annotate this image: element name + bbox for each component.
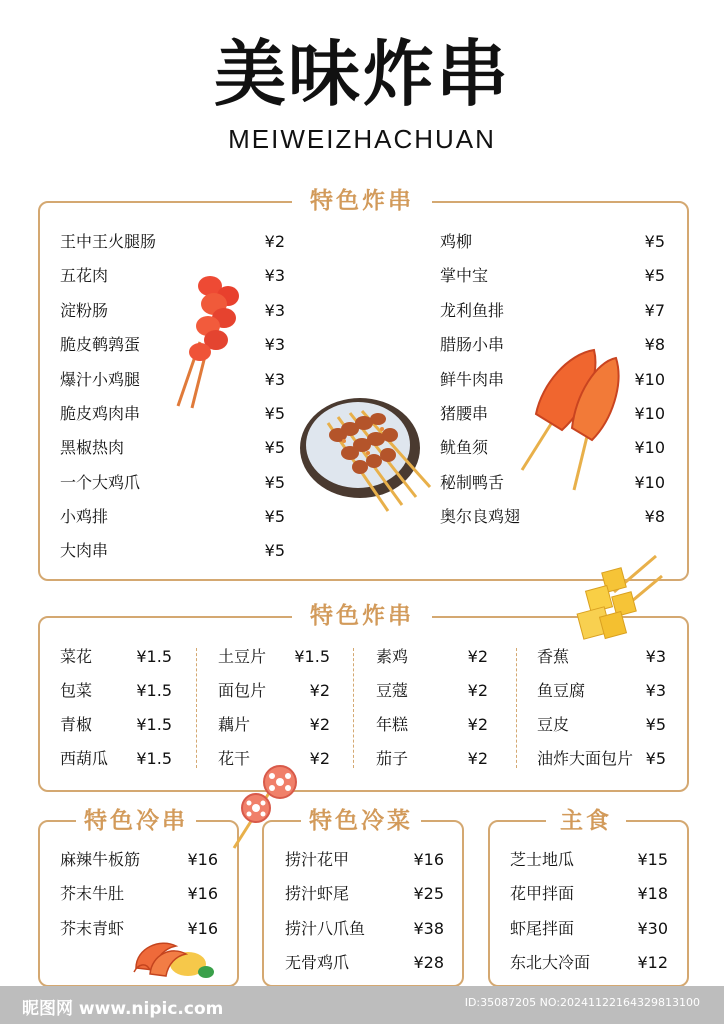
menu-item-price: ¥5 <box>264 404 285 423</box>
menu-item-price: ¥2 <box>467 715 488 734</box>
staple-title: 主食 <box>546 805 626 837</box>
menu-item-name: 芥末青虾 <box>60 919 125 938</box>
menu-item-name: 面包片 <box>218 681 267 700</box>
menu-item-name: 奥尔良鸡翅 <box>440 507 521 526</box>
menu-item-name: 脆皮鹌鹑蛋 <box>60 335 141 354</box>
menu-item-name: 鲜牛肉串 <box>440 370 505 389</box>
menu-item-price: ¥5 <box>264 541 285 560</box>
watermark-id-text: ID:35087205 NO:20241122164329813100 <box>464 996 700 1009</box>
menu-item-name: 西葫瓜 <box>60 749 109 768</box>
menu-item-name: 花甲拌面 <box>510 884 575 903</box>
menu-item-name: 鱼豆腐 <box>537 681 586 700</box>
menu-item-name: 五花肉 <box>60 266 109 285</box>
page-subtitle: MEIWEIZHACHUAN <box>228 124 496 154</box>
menu-item-name: 土豆片 <box>218 647 267 666</box>
menu-item-name: 藕片 <box>218 715 251 734</box>
menu-item-price: ¥18 <box>637 884 668 903</box>
menu-item-price: ¥5 <box>264 473 285 492</box>
menu-item-price: ¥1.5 <box>136 715 172 734</box>
section-1-title: 特色炸串 <box>292 185 432 217</box>
menu-item-name: 豆皮 <box>537 715 570 734</box>
menu-item-price: ¥2 <box>309 749 330 768</box>
menu-item-name: 包菜 <box>60 681 93 700</box>
chicken-wing-skewer-illustration <box>516 344 626 494</box>
menu-item-name: 油炸大面包片 <box>537 749 634 768</box>
menu-item-price: ¥1.5 <box>136 647 172 666</box>
menu-item-name: 菜花 <box>60 647 93 666</box>
menu-item-price: ¥30 <box>637 919 668 938</box>
menu-item-price: ¥3 <box>264 335 285 354</box>
menu-item-price: ¥12 <box>637 953 668 972</box>
menu-item-name: 大肉串 <box>60 541 109 560</box>
menu-item-price: ¥16 <box>187 919 218 938</box>
menu-item-name: 青椒 <box>60 715 93 734</box>
menu-item-price: ¥2 <box>467 681 488 700</box>
menu-item-price: ¥5 <box>645 715 666 734</box>
menu-item-name: 龙利鱼排 <box>440 301 505 320</box>
menu-item-name: 掌中宝 <box>440 266 489 285</box>
menu-item-price: ¥1.5 <box>136 681 172 700</box>
cold-dishes-title: 特色冷菜 <box>301 805 421 837</box>
watermark-logo-text: 昵图网 www.nipic.com <box>22 999 224 1019</box>
menu-item-name: 爆汁小鸡腿 <box>60 370 141 389</box>
tofu-skewer-illustration <box>574 552 666 644</box>
menu-item-name: 鱿鱼须 <box>440 438 489 457</box>
menu-item-price: ¥3 <box>264 301 285 320</box>
menu-item-price: ¥3 <box>645 681 666 700</box>
grilled-skewers-plate-illustration <box>298 393 438 523</box>
menu-item-name: 年糕 <box>376 715 409 734</box>
menu-item-price: ¥1.5 <box>294 647 330 666</box>
menu-item-name: 一个大鸡爪 <box>60 473 141 492</box>
menu-item-price: ¥8 <box>644 507 665 526</box>
menu-item-price: ¥5 <box>644 232 665 251</box>
menu-item-price: ¥1.5 <box>136 749 172 768</box>
menu-item-price: ¥7 <box>644 301 665 320</box>
section-2-divider <box>196 648 197 768</box>
menu-item-price: ¥28 <box>413 953 444 972</box>
menu-item-name: 芥末牛肚 <box>60 884 125 903</box>
menu-item-price: ¥16 <box>187 850 218 869</box>
menu-item-name: 脆皮鸡肉串 <box>60 404 141 423</box>
menu-item-price: ¥5 <box>264 507 285 526</box>
menu-item-name: 鸡柳 <box>440 232 473 251</box>
menu-item-price: ¥2 <box>309 715 330 734</box>
menu-item-price: ¥10 <box>634 438 665 457</box>
menu-item-price: ¥3 <box>264 266 285 285</box>
menu-item-name: 香蕉 <box>537 647 570 666</box>
menu-item-price: ¥16 <box>413 850 444 869</box>
menu-item-price: ¥15 <box>637 850 668 869</box>
menu-item-price: ¥5 <box>645 749 666 768</box>
menu-item-name: 捞汁花甲 <box>285 850 350 869</box>
menu-item-price: ¥2 <box>467 647 488 666</box>
menu-item-price: ¥38 <box>413 919 444 938</box>
menu-item-price: ¥2 <box>467 749 488 768</box>
menu-item-price: ¥3 <box>264 370 285 389</box>
menu-item-name: 黑椒热肉 <box>60 438 125 457</box>
menu-item-name: 王中王火腿肠 <box>60 232 157 251</box>
menu-item-price: ¥2 <box>264 232 285 251</box>
section-2-divider <box>353 648 354 768</box>
menu-item-price: ¥10 <box>634 404 665 423</box>
menu-item-price: ¥5 <box>264 438 285 457</box>
shrimp-illustration <box>126 924 216 982</box>
menu-item-price: ¥8 <box>644 335 665 354</box>
menu-item-name: 无骨鸡爪 <box>285 953 350 972</box>
menu-item-name: 小鸡排 <box>60 507 109 526</box>
menu-item-name: 虾尾拌面 <box>510 919 575 938</box>
section-2-title: 特色炸串 <box>292 600 432 632</box>
menu-item-name: 猪腰串 <box>440 404 489 423</box>
menu-item-name: 豆蔻 <box>376 681 409 700</box>
menu-item-price: ¥10 <box>634 370 665 389</box>
menu-item-name: 芝士地瓜 <box>510 850 575 869</box>
menu-item-price: ¥2 <box>309 681 330 700</box>
menu-item-name: 东北大冷面 <box>510 953 591 972</box>
cold-skewers-title: 特色冷串 <box>76 805 196 837</box>
menu-item-price: ¥3 <box>645 647 666 666</box>
section-2-divider <box>516 648 517 768</box>
menu-item-name: 腊肠小串 <box>440 335 505 354</box>
menu-item-name: 麻辣牛板筋 <box>60 850 141 869</box>
menu-item-price: ¥5 <box>644 266 665 285</box>
menu-item-name: 花干 <box>218 749 251 768</box>
menu-item-name: 淀粉肠 <box>60 301 109 320</box>
menu-item-name: 素鸡 <box>376 647 409 666</box>
menu-item-name: 秘制鸭舌 <box>440 473 505 492</box>
menu-item-price: ¥16 <box>187 884 218 903</box>
page-title: 美味炸串 <box>213 32 510 116</box>
menu-item-price: ¥25 <box>413 884 444 903</box>
menu-item-name: 捞汁虾尾 <box>285 884 350 903</box>
menu-item-name: 捞汁八爪鱼 <box>285 919 366 938</box>
sausage-skewer-illustration <box>170 272 250 412</box>
menu-item-price: ¥10 <box>634 473 665 492</box>
menu-item-name: 茄子 <box>376 749 409 768</box>
